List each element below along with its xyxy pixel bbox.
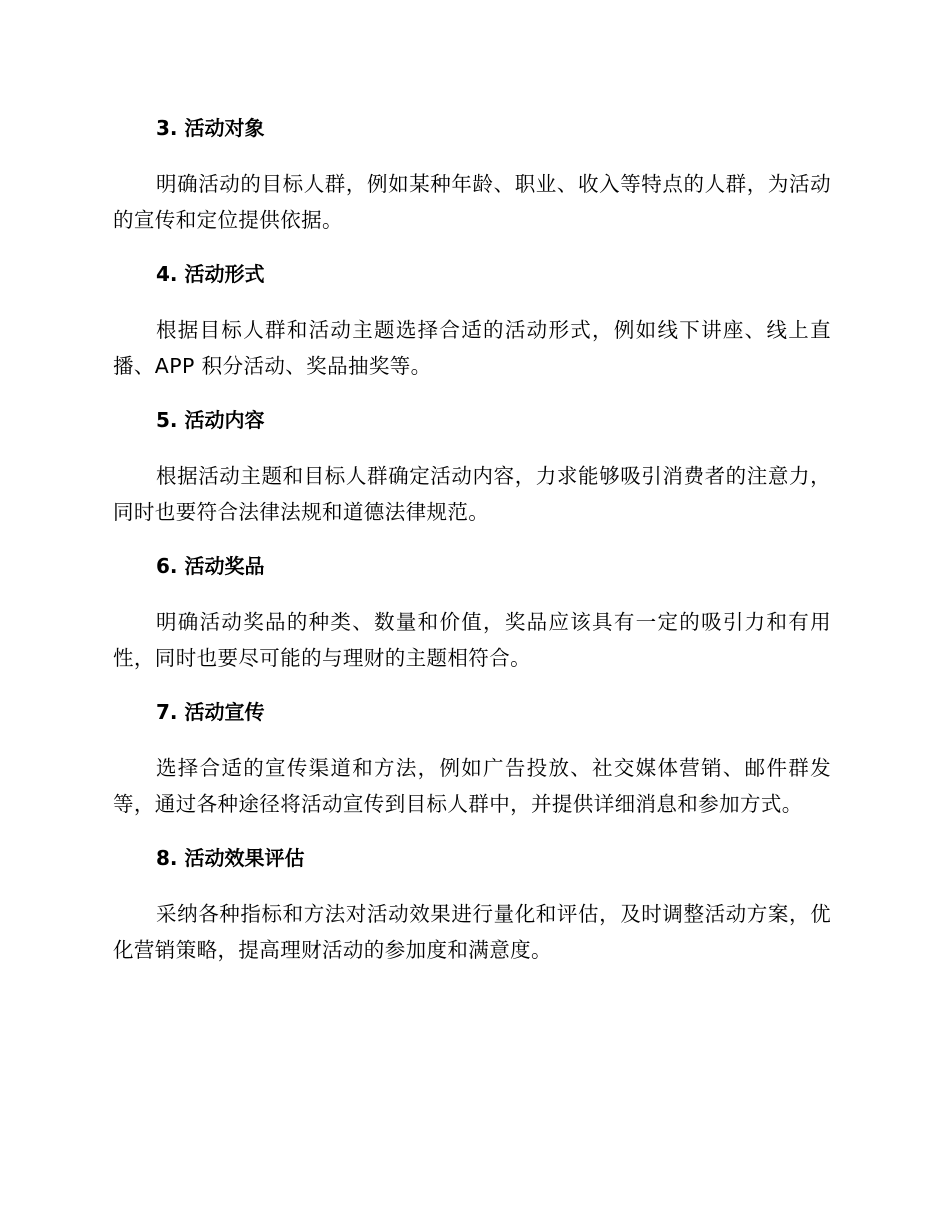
- section-heading: 7. 活动宣传: [156, 700, 265, 724]
- section-heading: 4. 活动形式: [156, 262, 265, 286]
- section-activity-promotion: [113, 696, 831, 822]
- section-activity-prizes: [113, 550, 831, 676]
- section-paragraph: 明确活动奖品的种类、数量和价值，奖品应该具有一定的吸引力和有用性，同时也要尽可能的与理财的主题相符合。: [113, 610, 831, 670]
- section-effect-evaluation: [113, 842, 831, 968]
- section-heading: 5. 活动内容: [156, 408, 265, 432]
- section-heading: 3. 活动对象: [156, 116, 265, 140]
- section-paragraph: 明确活动的目标人群，例如某种年龄、职业、收入等特点的人群，为活动的宣传和定位提供依据。: [113, 172, 831, 232]
- section-heading: 8. 活动效果评估: [156, 846, 305, 870]
- section-activity-content: [113, 404, 831, 530]
- section-paragraph: 根据活动主题和目标人群确定活动内容，力求能够吸引消费者的注意力，同时也要符合法律法规和道德法律规范。: [113, 464, 831, 524]
- section-activity-target: [113, 112, 831, 238]
- section-activity-format: [113, 258, 831, 384]
- section-heading: 6. 活动奖品: [156, 554, 265, 578]
- section-paragraph: 采纳各种指标和方法对活动效果进行量化和评估，及时调整活动方案，优化营销策略，提高理财活动的参加度和满意度。: [113, 902, 831, 962]
- document-content: [113, 112, 831, 968]
- section-paragraph: 选择合适的宣传渠道和方法，例如广告投放、社交媒体营销、邮件群发等，通过各种途径将活动宣传到目标人群中，并提供详细消息和参加方式。: [113, 756, 831, 816]
- section-paragraph: 根据目标人群和活动主题选择合适的活动形式，例如线下讲座、线上直播、APP 积分活动、奖品抽奖等。: [113, 318, 831, 378]
